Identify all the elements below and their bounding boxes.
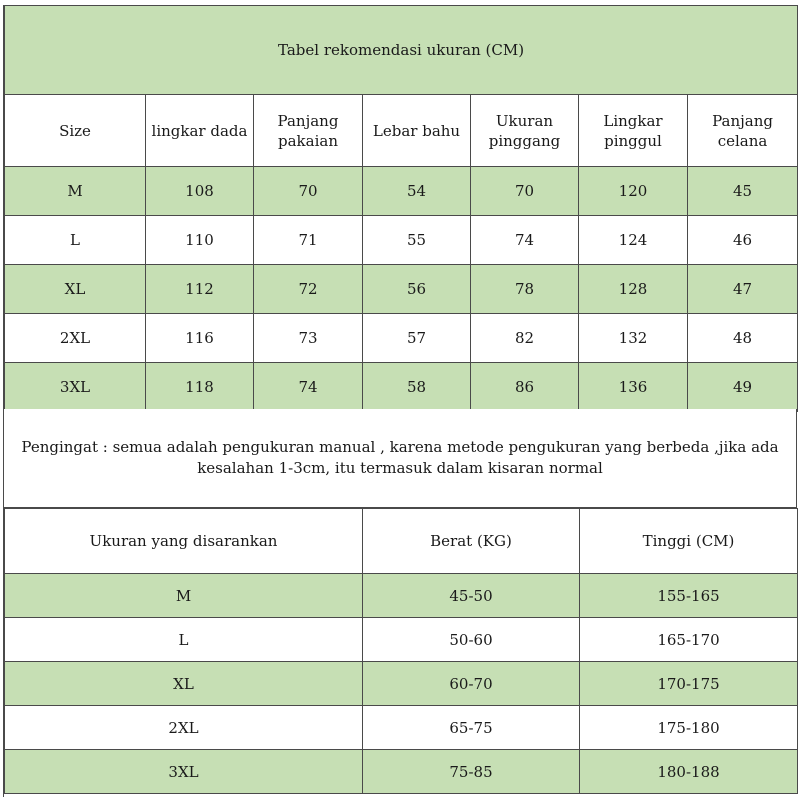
height-range: 180-188 <box>580 750 798 794</box>
recommended-size: 3XL <box>5 750 363 794</box>
waist-value: 86 <box>471 363 579 412</box>
header-size: Size <box>5 95 146 167</box>
height-range: 165-170 <box>580 618 798 662</box>
hip-value: 132 <box>579 314 688 363</box>
chest-value: 112 <box>146 265 254 314</box>
recommended-size: XL <box>5 662 363 706</box>
recommendation-row <box>5 750 798 794</box>
pants-length-value: 46 <box>688 216 798 265</box>
pants-length-value: 47 <box>688 265 798 314</box>
size-label: 3XL <box>5 363 146 412</box>
size-label: XL <box>5 265 146 314</box>
recommended-size: M <box>5 574 363 618</box>
garment-length-value: 72 <box>254 265 363 314</box>
pants-length-value: 48 <box>688 314 798 363</box>
waist-value: 82 <box>471 314 579 363</box>
hip-value: 136 <box>579 363 688 412</box>
size-guide-sheet <box>3 5 796 797</box>
garment-length-value: 74 <box>254 363 363 412</box>
height-range: 175-180 <box>580 706 798 750</box>
garment-length-value: 71 <box>254 216 363 265</box>
size-chart-header-row <box>5 95 798 167</box>
waist-value: 78 <box>471 265 579 314</box>
shoulder-width-value: 57 <box>363 314 471 363</box>
recommended-size: 2XL <box>5 706 363 750</box>
header-weight: Berat (KG) <box>363 509 580 574</box>
size-chart-title: Tabel rekomendasi ukuran (CM) <box>5 6 798 95</box>
weight-range: 65-75 <box>363 706 580 750</box>
size-label: 2XL <box>5 314 146 363</box>
header-waist: Ukuran pinggang <box>471 95 579 167</box>
recommendation-row <box>5 706 798 750</box>
size-chart-row <box>5 216 798 265</box>
recommendation-row <box>5 574 798 618</box>
height-range: 155-165 <box>580 574 798 618</box>
size-chart-row <box>5 363 798 412</box>
header-chest: lingkar dada <box>146 95 254 167</box>
recommendation-row <box>5 618 798 662</box>
chest-value: 110 <box>146 216 254 265</box>
weight-range: 60-70 <box>363 662 580 706</box>
header-shoulder-width: Lebar bahu <box>363 95 471 167</box>
recommendation-header-row <box>5 509 798 574</box>
size-chart-row <box>5 167 798 216</box>
shoulder-width-value: 56 <box>363 265 471 314</box>
waist-value: 74 <box>471 216 579 265</box>
header-hip: Lingkar pinggul <box>579 95 688 167</box>
garment-length-value: 70 <box>254 167 363 216</box>
recommended-size: L <box>5 618 363 662</box>
measurement-note: Pengingat : semua adalah pengukuran manual , karena metode pengukuran yang berbeda ,jika ada kesalahan 1-3cm, itu termasuk dalam kisaran normal <box>4 409 797 508</box>
size-recommendation-table <box>4 508 798 794</box>
header-height: Tinggi (CM) <box>580 509 798 574</box>
chest-value: 118 <box>146 363 254 412</box>
hip-value: 128 <box>579 265 688 314</box>
size-chart-row <box>5 314 798 363</box>
pants-length-value: 45 <box>688 167 798 216</box>
size-chart-title-row <box>5 6 798 95</box>
chest-value: 116 <box>146 314 254 363</box>
shoulder-width-value: 58 <box>363 363 471 412</box>
garment-length-value: 73 <box>254 314 363 363</box>
height-range: 170-175 <box>580 662 798 706</box>
weight-range: 75-85 <box>363 750 580 794</box>
size-chart-row <box>5 265 798 314</box>
weight-range: 45-50 <box>363 574 580 618</box>
header-pants-length: Panjang celana <box>688 95 798 167</box>
size-label: M <box>5 167 146 216</box>
header-garment-length: Panjang pakaian <box>254 95 363 167</box>
hip-value: 120 <box>579 167 688 216</box>
hip-value: 124 <box>579 216 688 265</box>
header-recommended-size: Ukuran yang disarankan <box>5 509 363 574</box>
pants-length-value: 49 <box>688 363 798 412</box>
chest-value: 108 <box>146 167 254 216</box>
shoulder-width-value: 54 <box>363 167 471 216</box>
waist-value: 70 <box>471 167 579 216</box>
size-label: L <box>5 216 146 265</box>
size-chart-table <box>4 5 798 412</box>
weight-range: 50-60 <box>363 618 580 662</box>
shoulder-width-value: 55 <box>363 216 471 265</box>
recommendation-row <box>5 662 798 706</box>
